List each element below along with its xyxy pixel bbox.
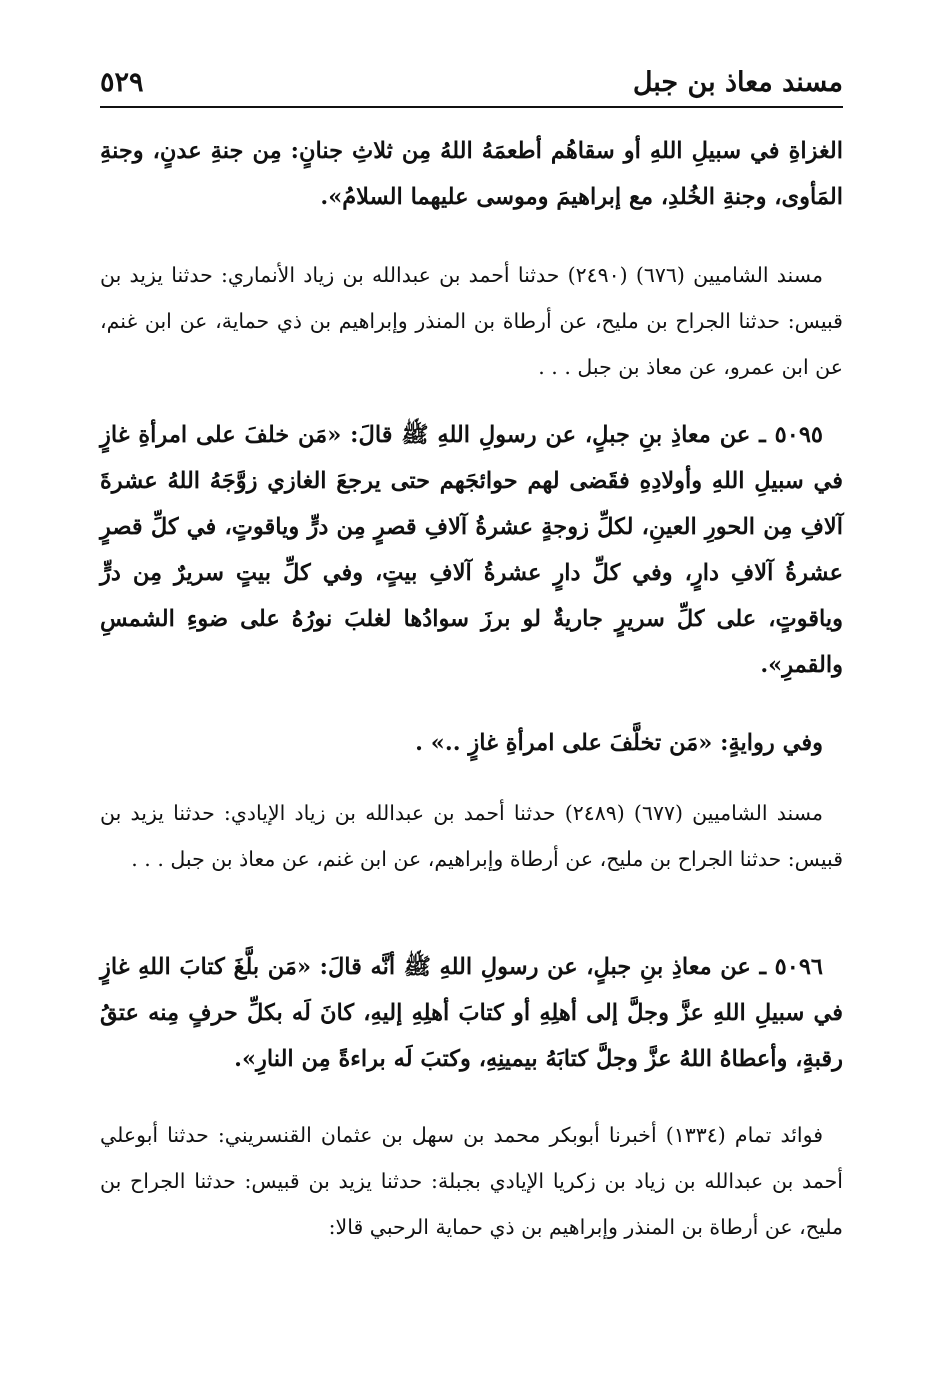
source-citation [100,252,843,390]
source-text: فوائد تمام (١٣٣٤) أخبرنا أبوبكر محمد بن سهل بن عثمان القنسريني: حدثنا أبوعلي أحمد بن عبدالله بن زياد بن زكريا الإيادي بجبلة: حدثنا يزيد بن قبيس: حدثنا الجراح بن مليح، عن أرطاة بن المنذر وإبراهيم بن ذي حماية الرحبي قالا: [100,1123,843,1239]
running-title: مسند معاذ بن جبل [632,67,843,98]
hadith-number: ٥٠٩٦ ـ [759,954,823,980]
hadith-5095 [100,412,843,688]
source-citation [100,790,843,882]
running-header [100,66,843,106]
source-text: مسند الشاميين (٦٧٧) (٢٤٨٩) حدثنا أحمد بن عبدالله بن زياد الإيادي: حدثنا يزيد بن قبيس: حدثنا الجراح بن مليح، عن أرطاة وإبراهيم، عن ابن غنم، عن معاذ بن جبل . . . [100,801,843,871]
header-rule [100,106,843,108]
hadith-text: عن معاذِ بنِ جبلٍ، عن رسولِ اللهِ ﷺ قالَ: «مَن خلفَ على امرأةِ غازٍ في سبيلِ اللهِ وأولادِهِ فقَضى لهم حوائجَهم حتى يرجعَ الغازي زوَّجَهُ اللهُ عشرةَ آلافِ مِن الحورِ العينِ، لكلِّ زوجةٍ عشرةُ آلافِ قصرٍ مِن درٍّ وياقوتٍ، في كلِّ قصرٍ عشرةُ آلافِ دارٍ، وفي كلِّ دارٍ عشرةُ آلافِ بيتٍ، وفي كلِّ بيتٍ سريرٌ مِن درٍّ وياقوتٍ، على كلِّ سريرٍ جاريةٌ لو برزَ سوادُها لغلبَ نورُهُ على ضوءِ الشمسِ والقمرِ». [100,422,843,678]
hadith-5096 [100,944,843,1082]
hadith-text: الغزاةِ في سبيلِ اللهِ أو سقاهُم أطعمَهُ اللهُ مِن ثلاثِ جنانٍ: مِن جنةِ عدنٍ، وجنةِ المَأوى، وجنةِ الخُلدِ، مع إبراهيمَ وموسى عليهما السلامُ». [100,138,843,210]
hadith-continuation [100,128,843,220]
page-number: ٥٢٩ [100,67,144,98]
source-citation [100,1112,843,1250]
source-text: مسند الشاميين (٦٧٦) (٢٤٩٠) حدثنا أحمد بن عبدالله بن زياد الأنماري: حدثنا يزيد بن قبيس: حدثنا الجراح بن مليح، عن أرطاة بن المنذر وإبراهيم بن ذي حماية، عن ابن غنم، عن ابن عمرو، عن معاذ بن جبل . . . [100,263,843,379]
hadith-text: عن معاذِ بنِ جبلٍ، عن رسولِ اللهِ ﷺ أنَّه قالَ: «مَن بلَّغَ كتابَ اللهِ غازٍ في سبيلِ اللهِ عزَّ وجلَّ إلى أهلِهِ أو كتابَ أهلِهِ إليهِ، كانَ لَه بكلِّ حرفٍ مِنه عتقُ رقبةٍ، وأعطاهُ اللهُ عزَّ وجلَّ كتابَهُ بيمينِهِ، وكتبَ لَه براءةً مِن النارِ». [100,954,843,1072]
hadith-variant-narration [100,720,843,766]
hadith-text: وفي روايةٍ: «مَن تخلَّفَ على امرأةِ غازٍ ..» . [415,730,823,756]
hadith-number: ٥٠٩٥ ـ [759,422,823,448]
